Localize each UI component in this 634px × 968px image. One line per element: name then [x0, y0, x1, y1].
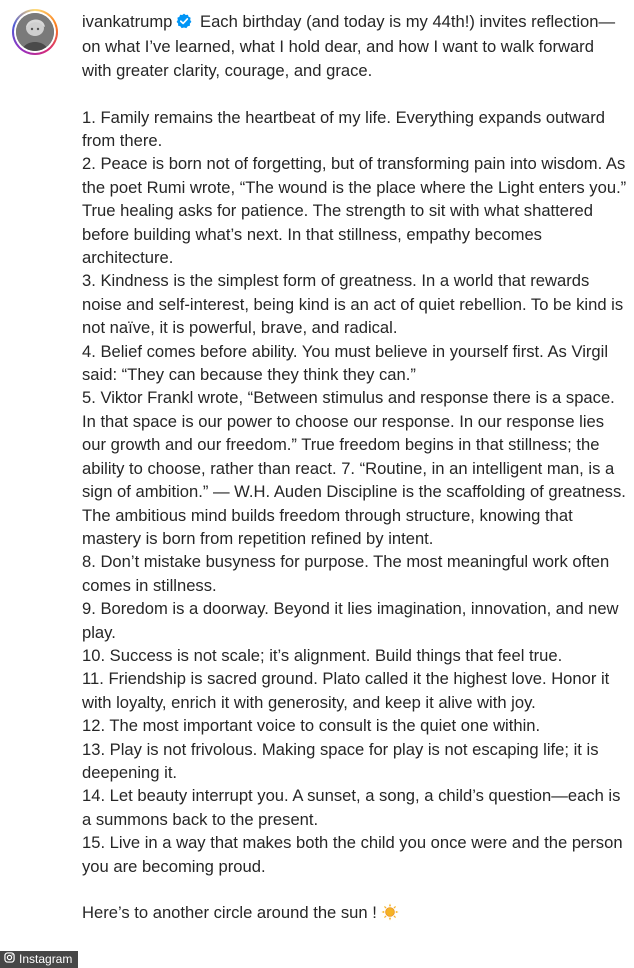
reflection-list: [82, 106, 628, 878]
list-item: 4. Belief comes before ability. You must believe in yourself first. As Virgil said: “They can because they think they can.”: [82, 341, 609, 385]
sun-emoji-icon: [381, 903, 399, 927]
list-item: 2. Peace is born not of forgetting, but of transforming pain into wisdom. As the poet Rumi wrote, “The wound is the place where the Light enters you.” True healing asks for patience. The strength to sit with what shattered before building what’s next. In that stillness, empathy becomes architecture.: [82, 154, 627, 268]
username-link[interactable]: ivankatrump: [82, 12, 173, 31]
caption-body: [82, 10, 628, 928]
profile-photo-art: [16, 13, 54, 51]
instagram-logo-icon: [4, 951, 15, 968]
verified-badge-icon: [176, 12, 192, 35]
caption-closing: [82, 901, 628, 927]
list-item: 3. Kindness is the simplest form of greatness. In a world that rewards noise and self-interest, being kind is an act of quiet rebellion. To be kind is not naïve, it is powerful, brave, and radical.: [82, 271, 624, 338]
list-item: 8. Don’t mistake busyness for purpose. The most meaningful work often comes in stillness.: [82, 552, 610, 595]
list-item: 12. The most important voice to consult is the quiet one within.: [82, 716, 541, 736]
list-item: 9. Boredom is a doorway. Beyond it lies imagination, innovation, and new play.: [82, 599, 619, 642]
caption-intro-text: Each birthday (and today is my 44th!) invites reflection—on what I’ve learned, what I hold dear, and how I want to walk forward with greater clarity, courage, and grace.: [82, 12, 616, 80]
list-item: 1. Family remains the heartbeat of my life. Everything expands outward from there.: [82, 107, 605, 151]
profile-photo: [16, 13, 54, 51]
list-item: 15. Live in a way that makes both the child you once were and the person you are becoming proud.: [82, 833, 623, 876]
list-item: 13. Play is not frivolous. Making space for play is not escaping life; it is deepening it.: [82, 739, 599, 782]
caption-closing-text: Here’s to another circle around the sun !: [82, 903, 377, 923]
watermark-label: Instagram: [19, 952, 73, 966]
caption-intro: [82, 10, 628, 82]
avatar[interactable]: [12, 9, 58, 55]
list-item: 11. Friendship is sacred ground. Plato called it the highest love. Honor it with loyalty, enrich it with generosity, and keep it alive with joy.: [82, 669, 610, 712]
list-item: 10. Success is not scale; it’s alignment. Build things that feel true.: [82, 645, 563, 665]
avatar-ring-gap: [14, 11, 56, 53]
list-item: 14. Let beauty interrupt you. A sunset, a song, a child’s question—each is a summons back to the present.: [82, 786, 621, 829]
instagram-watermark: [0, 951, 78, 968]
list-item: 5. Viktor Frankl wrote, “Between stimulus and response there is a space. In that space is our power to choose our response. In our response lies our growth and our freedom.” True freedom begins in that stillness; the ability to choose, rather than react. 7. “Routine, in an intelligent man, is a sign of ambition.” — W.H. Auden Discipline is the scaffolding of greatness. The ambitious mind builds freedom through structure, knowing that mastery is born from repetition refined by intent.: [82, 388, 626, 548]
